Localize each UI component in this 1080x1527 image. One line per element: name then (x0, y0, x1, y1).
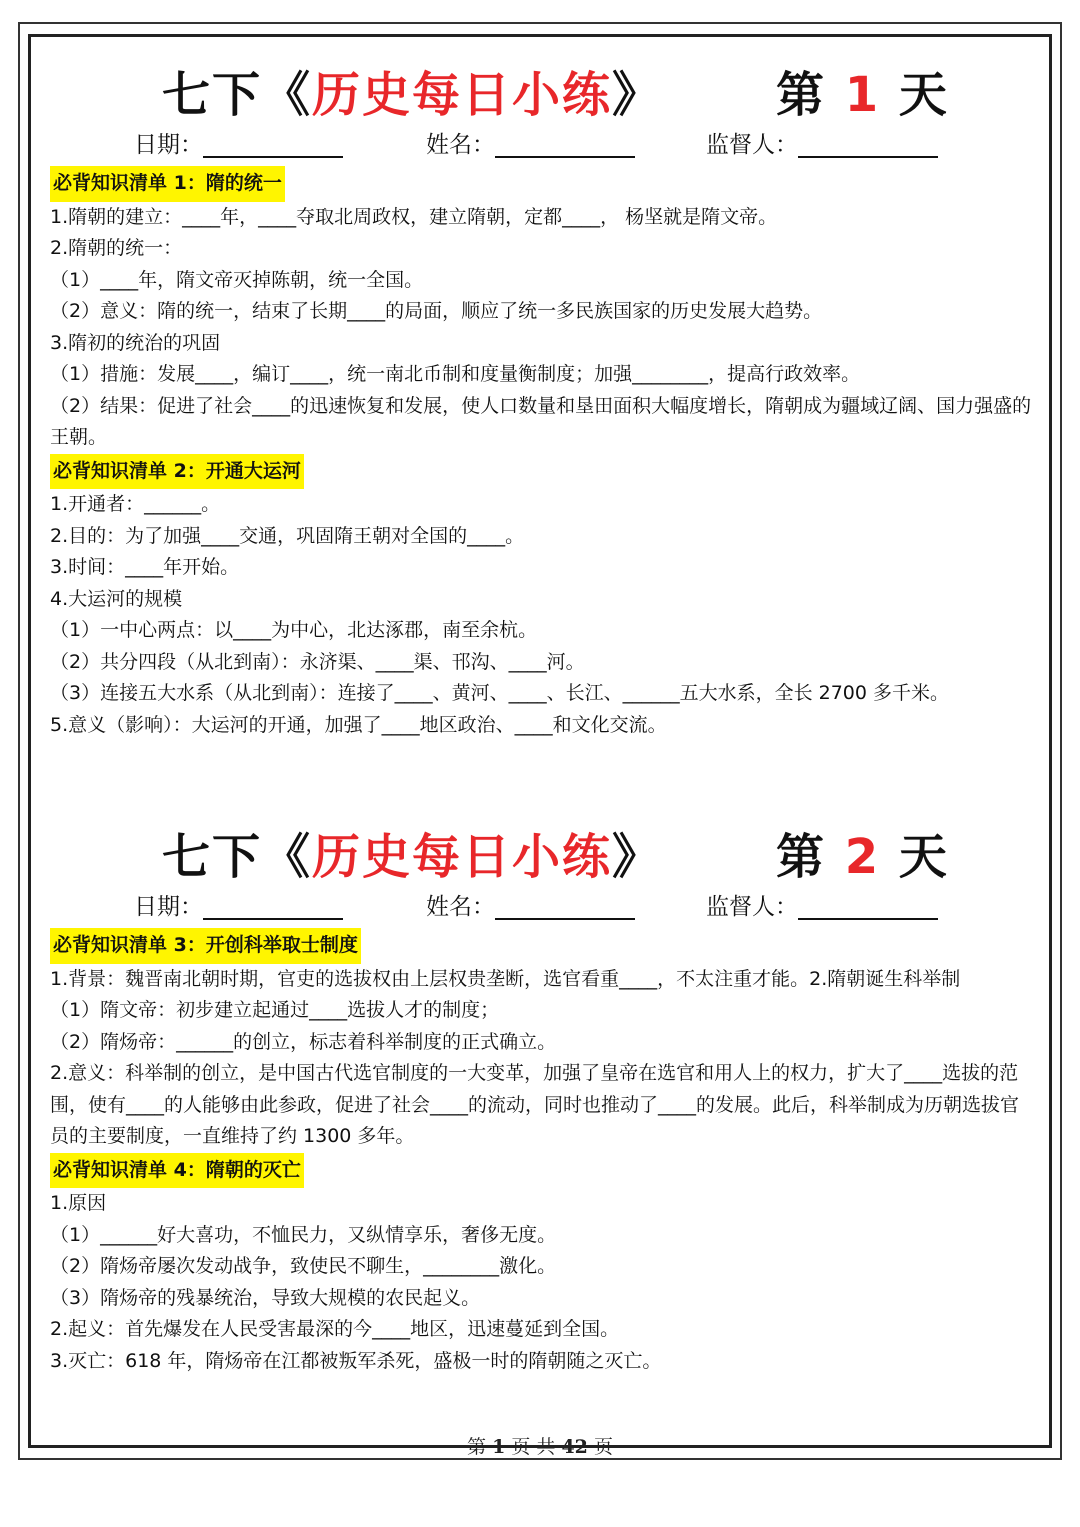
day2-day-label (776, 818, 949, 887)
text-line: 2.隋朝的统一： (50, 237, 183, 259)
name-blank[interactable] (495, 132, 635, 158)
page-footer (0, 1432, 1080, 1459)
supervisor-blank[interactable] (798, 132, 938, 158)
day1-day-label (776, 56, 949, 125)
day-prefix: 第 (776, 67, 845, 123)
text-line: 5.意义（影响）：大运河的开通，加强了____地区政治、____和文化交流。 (50, 713, 667, 736)
name-field[interactable] (426, 126, 635, 159)
footer-prefix: 第 (467, 1436, 493, 1458)
section-2 (50, 454, 1035, 742)
date-blank[interactable] (203, 894, 343, 920)
title-highlight: 历史每日小练 (312, 67, 613, 123)
name-blank[interactable] (495, 894, 635, 920)
title-prefix: 七下《 (162, 829, 313, 885)
day2-meta-row (50, 888, 1035, 928)
day-prefix: 第 (776, 829, 845, 885)
text-line: （2）隋炀帝屡次发动战争，致使民不聊生，________激化。 (50, 1255, 557, 1277)
text-line: 3.隋初的统治的巩固 (50, 331, 221, 354)
text-line: （2）意义：隋的统一，结束了长期____的局面，顺应了统一多民族国家的历史发展大趋势。 (50, 300, 823, 322)
text-line: （2）隋炀帝：______的创立，标志着科举制度的正式确立。 (50, 1030, 557, 1053)
date-label: 日期： (134, 894, 203, 920)
page-number: 1 (492, 1436, 506, 1458)
text-line: 1.背景：魏晋南北朝时期，官吏的选拔权由上层权贵垄断，选官看重____，不太注重才能。2.隋朝诞生科举制 (50, 967, 961, 990)
worksheet-content (50, 42, 1035, 1377)
date-label: 日期： (134, 132, 203, 158)
date-field[interactable] (134, 888, 343, 921)
day-number: 2 (844, 829, 881, 885)
section-4 (50, 1153, 1035, 1378)
name-field[interactable] (426, 888, 635, 921)
name-label: 姓名： (426, 132, 495, 158)
date-blank[interactable] (203, 132, 343, 158)
footer-suffix: 页 (587, 1436, 613, 1458)
date-field[interactable] (134, 126, 343, 159)
day1-title-row (50, 42, 1035, 126)
text-line: 1.原因 (50, 1192, 107, 1214)
text-line: （1）______好大喜功，不恤民力，又纵情享乐，奢侈无度。 (50, 1223, 557, 1246)
section-heading: 必背知识清单 4：隋朝的灭亡 (50, 1153, 304, 1189)
page-total: 42 (561, 1436, 588, 1458)
text-line: 2.意义：科举制的创立，是中国古代选官制度的一大变革，加强了皇帝在选官和用人上的权力，扩大了____选拔的范围，使有____的人能够由此参政，促进了社会____的流动，同时也推动了____的发展。此后，科举制成为历朝选拔官员的主要制度，一直维持了约 1300 多年。 (50, 1062, 1020, 1147)
day1-title (162, 56, 662, 125)
supervisor-label: 监督人： (706, 894, 798, 920)
section-heading: 必背知识清单 2：开通大运河 (50, 454, 304, 490)
text-line: 3.时间：____年开始。 (50, 556, 240, 578)
text-line: （1）一中心两点：以____为中心，北达涿郡，南至余杭。 (50, 619, 538, 641)
day2-title-row (50, 804, 1035, 888)
supervisor-label: 监督人： (706, 132, 798, 158)
name-label: 姓名： (426, 894, 495, 920)
section-1 (50, 166, 1035, 454)
section-heading: 必背知识清单 1：隋的统一 (50, 166, 285, 202)
title-prefix: 七下《 (162, 67, 313, 123)
text-line: （2）共分四段（从北到南）：永济渠、____渠、邗沟、____河。 (50, 650, 585, 673)
section-heading: 必背知识清单 3：开创科举取士制度 (50, 928, 361, 964)
day-suffix: 天 (880, 829, 949, 885)
supervisor-blank[interactable] (798, 894, 938, 920)
text-line: （1）隋文帝：初步建立起通过____选拔人才的制度； (50, 999, 500, 1021)
title-suffix: 》 (612, 829, 663, 885)
footer-middle: 页 共 (505, 1436, 562, 1458)
text-line: （3）连接五大水系（从北到南）：连接了____、黄河、____、长江、______五大水系，全长 2700 多千米。 (50, 682, 950, 704)
text-line: 2.起义：首先爆发在人民受害最深的今____地区，迅速蔓延到全国。 (50, 1318, 620, 1340)
supervisor-field[interactable] (706, 888, 938, 921)
text-line: （3）隋炀帝的残暴统治，导致大规模的农民起义。 (50, 1286, 481, 1309)
day-suffix: 天 (880, 67, 949, 123)
day1-meta-row (50, 126, 1035, 166)
text-line: 2.目的：为了加强____交通，巩固隋王朝对全国的____。 (50, 524, 525, 547)
day-number: 1 (844, 67, 881, 123)
text-line: （1）____年，隋文帝灭掉陈朝，统一全国。 (50, 268, 424, 291)
text-line: 3.灭亡：618 年，隋炀帝在江都被叛军杀死，盛极一时的隋朝随之灭亡。 (50, 1349, 662, 1372)
text-line: 4.大运河的规模 (50, 587, 183, 610)
text-line: 1.隋朝的建立：____年，____夺取北周政权，建立隋朝，定都____， 杨坚就是隋文帝。 (50, 205, 778, 228)
text-line: 1.开通者：______。 (50, 493, 221, 515)
title-highlight: 历史每日小练 (312, 829, 613, 885)
title-suffix: 》 (612, 67, 663, 123)
text-line: （1）措施：发展____，编订____，统一南北币制和度量衡制度；加强________，提高行政效率。 (50, 363, 861, 385)
text-line: （2）结果：促进了社会____的迅速恢复和发展，使人口数量和垦田面积大幅度增长，隋朝成为疆域辽阔、国力强盛的王朝。 (50, 394, 1032, 448)
section-3 (50, 928, 1035, 1153)
day2-title (162, 818, 662, 887)
supervisor-field[interactable] (706, 126, 938, 159)
spacer (50, 741, 1035, 804)
